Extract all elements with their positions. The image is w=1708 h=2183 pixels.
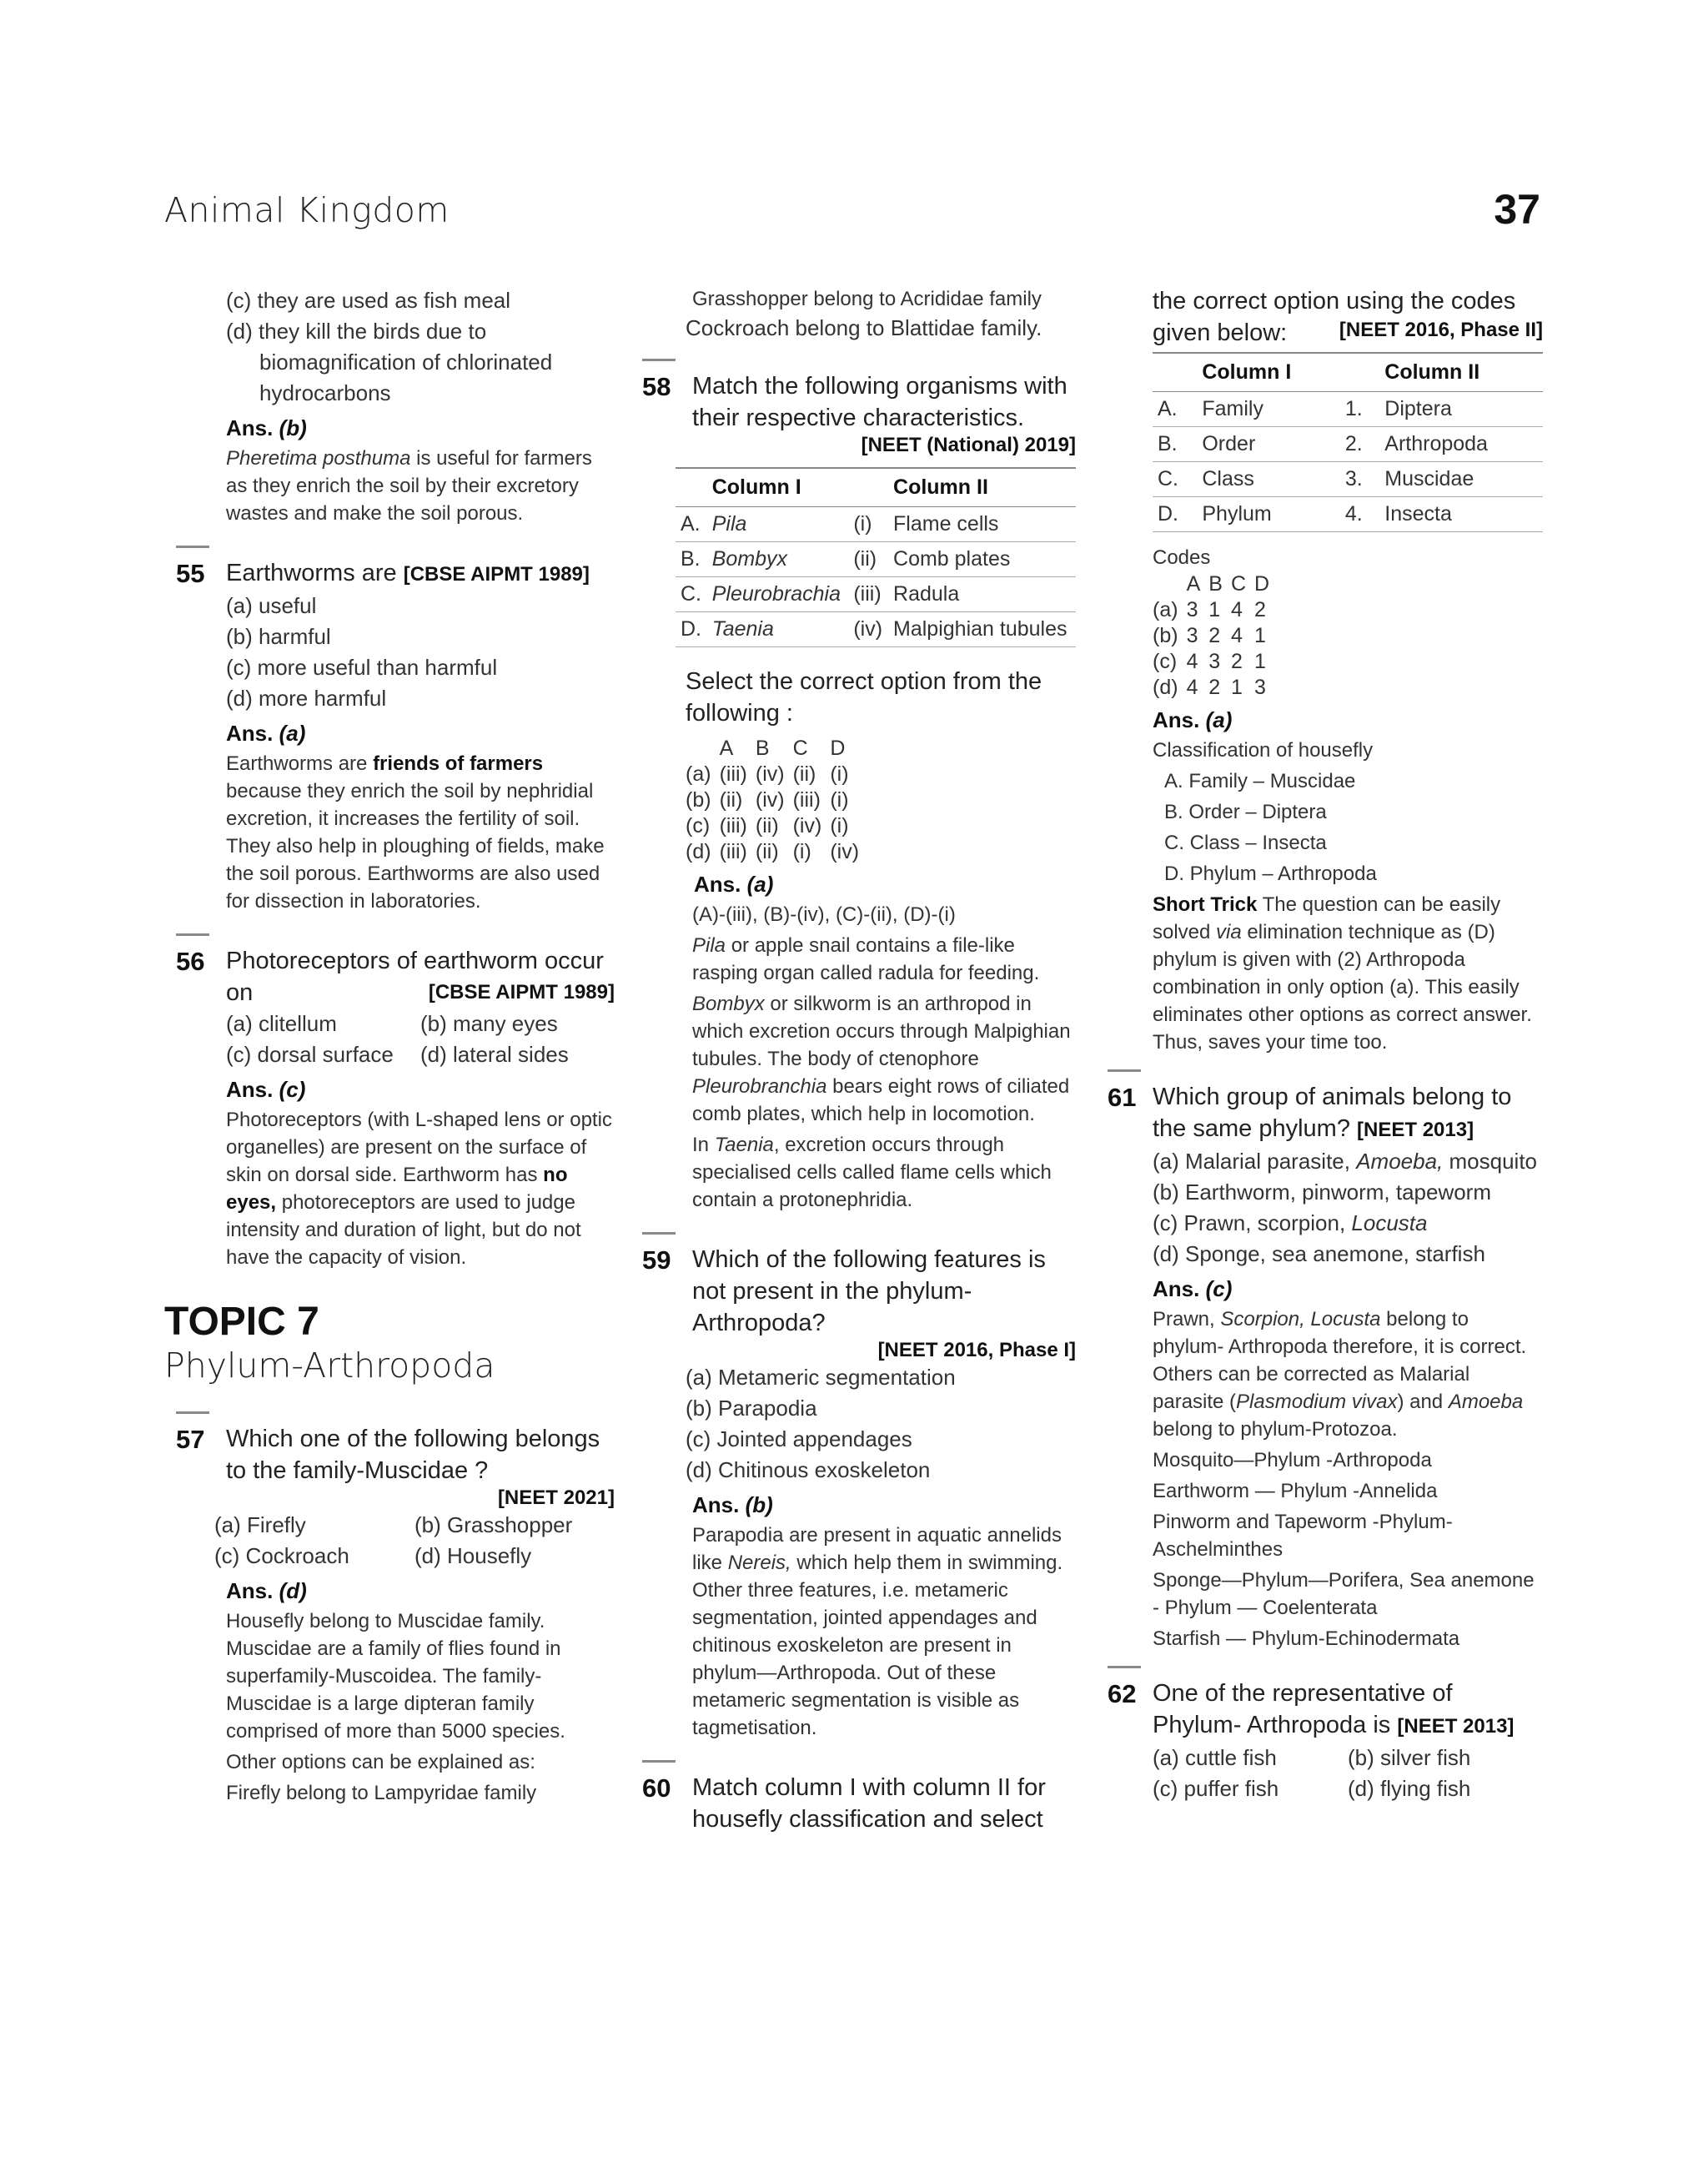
option: (d) they kill the birds due to biomagnification of chlorinated hydrocarbons [226, 319, 553, 405]
column-1 [164, 285, 615, 1810]
column-2: Grasshopper belong to Acrididae family Cockroach belong to Blattidae family. 58 Match the following organisms with their respective characteristics. [NEET (National) 2019] Column I Column II A. Pila (i) Flame cells B. Bombyx (ii) Comb plates C. Pleurobrachia (iii) Radula D. Taenia (iv) Malpighian tubules Select the correct option from the following : A B C D (a) (iii) (iv) (ii) (i) (b) (ii) (iv) (iii) (i) (c) (iii) (ii) (iv) (i) (d) (iii) (ii) (i) (iv) Ans. (a) (A)-(iii), (B)-(iv), (C)-(ii), (D)-(i) Pila or apple snail contains a file-like rasping organ called radula for feeding. Bombyx or silkworm is an arthropod in which excretion occurs through Malpighian tubules. The body of ctenophore Pleurobranchia bears eight rows of ciliated comb plates, which help in locomotion. In Taenia, excretion occurs through specialised cells called flame cells which contain a protonephridia. 59 Which of the following features is not present in the phylum-Arthropoda? [NEET 2016, Phase I] (a) Metameric segmentation (b) Parapodia (c) Jointed appendages (d) Chitinous exoskeleton Ans. (b) Parapodia are present in aquatic annelids like Nereis, which help them in swimming. Other three features, i.e. metameric segmentation, jointed appendages and chitinous exoskeleton are present in phylum—Arthropoda. Out of these metameric segmentation is visible as tagmetisation. 60 Match column I with column II for housefly classification and select [642, 285, 1076, 1835]
answer: Ans. (b) [226, 415, 307, 440]
topic-title: TOPIC 7 [164, 1300, 319, 1344]
question-55: 55 Earthworms are [CBSE AIPMT 1989] (a) useful (b) harmful (c) more useful than harmful (d) more harmful Ans. (a) Earthworms are friends of farmers because they enrich the soil by nephridial excretion, it increases the fertility of soil. They also help in ploughing of fields, make the soil porous. Earthworms are also used for dissection in laboratories. [164, 557, 615, 915]
page-header [164, 185, 1540, 244]
option: (c) they are used as fish meal [226, 288, 511, 313]
page-number: 37 [1494, 186, 1540, 233]
match-table: Column I Column II A. Pila (i) Flame cells B. Bombyx (ii) Comb plates C. Pleurobrachia (iii) Radula D. Taenia (iv) Malpighian tubules [676, 467, 1076, 647]
codes-table: A B C D (a) 3 1 4 2 (b) 3 2 4 1 (c) 4 3 2 1 (d) 4 2 1 3 [1153, 572, 1270, 699]
question-57: 57 Which one of the following belongs to the family-Muscidae ? [NEET 2021] (a) Firefly (b) Grasshopper (c) Cockroach (d) Housefly Ans. (d) Housefly belong to Muscidae family. Muscidae are a family of flies found in superfamily-Muscoidea. The family-Muscidae is a large dipteran family comprised of more than 5000 species. Other options can be explained as: Firefly belong to Lampyridae family [164, 1423, 615, 1807]
column-3: the correct option using the codes given below: [NEET 2016, Phase II] Column I Column II A. Family 1. Diptera B. Order 2. Arthropoda C. Class 3. Muscidae D. Phylum 4. Insecta Codes A B C D (a) 3 1 4 2 (b) 3 2 4 1 (c) 4 3 2 1 (d) 4 2 1 3 Ans. (a) Classification of housefly A. Family – Muscidae B. Order – Diptera C. Class – Insecta D. Phylum – Arthropoda Short Trick The question can be easily solved via elimination technique as (D) phylum is given with (2) Arthropoda combination in only option (a). This easily eliminates other options as correct answer. Thus, saves your time too. 61 Which group of animals belong to the same phylum? [NEET 2013] (a) Malarial parasite, Amoeba, mosquito (b) Earthworm, pinworm, tapeworm (c) Prawn, scorpion, Locusta (d) Sponge, sea anemone, starfish Ans. (c) Prawn, Scorpion, Locusta belong to phylum- Arthropoda therefore, it is correct. Others can be corrected as Malarial parasite (Plasmodium vivax) and Amoeba belong to phylum-Protozoa. Mosquito—Phylum -Arthropoda Earthworm — Phylum -Annelida Pinworm and Tapeworm -Phylum-Aschelminthes Sponge—Phylum—Porifera, Sea anemone - Phylum — Coelenterata Starfish — Phylum-Echinodermata 62 One of the representative of Phylum- Arthropoda is [NEET 2013] (a) cuttle fish (b) silver fish (c) puffer fish (d) flying fish [1108, 285, 1543, 1804]
topic-subtitle: Phylum-Arthropoda [164, 1346, 495, 1386]
question-59: 59 Which of the following features is not present in the phylum-Arthropoda? [NEET 2016, Phase I] (a) Metameric segmentation (b) Parapodia (c) Jointed appendages (d) Chitinous exoskeleton Ans. (b) Parapodia are present in aquatic annelids like Nereis, which help them in swimming. Other three features, i.e. metameric segmentation, jointed appendages and chitinous exoskeleton are present in phylum—Arthropoda. Out of these metameric segmentation is visible as tagmetisation. [642, 1244, 1076, 1742]
question-60: 60 Match column I with column II for housefly classification and select [642, 1772, 1076, 1835]
question-61: 61 Which group of animals belong to the same phylum? [NEET 2013] (a) Malarial parasite, Amoeba, mosquito (b) Earthworm, pinworm, tapeworm (c) Prawn, scorpion, Locusta (d) Sponge, sea anemone, starfish Ans. (c) Prawn, Scorpion, Locusta belong to phylum- Arthropoda therefore, it is correct. Others can be corrected as Malarial parasite (Plasmodium vivax) and Amoeba belong to phylum-Protozoa. Mosquito—Phylum -Arthropoda Earthworm — Phylum -Annelida Pinworm and Tapeworm -Phylum-Aschelminthes Sponge—Phylum—Porifera, Sea anemone - Phylum — Coelenterata Starfish — Phylum-Echinodermata [1108, 1081, 1543, 1652]
question-56: 56 Photoreceptors of earthworm occur on [CBSE AIPMT 1989] (a) clitellum (b) many eyes (c) dorsal surface (d) lateral sides Ans. (c) Photoreceptors (with L-shaped lens or optic organelles) are present on the surface of skin on dorsal side. Earthworm has no eyes, photoreceptors are used to judge intensity and duration of light, but do not have the capacity of vision. [164, 945, 615, 1271]
codes-table: A B C D (a) (iii) (iv) (ii) (i) (b) (ii) (iv) (iii) (i) (c) (iii) (ii) (iv) (i) (d) (iii) (ii) (i) (iv) [686, 737, 860, 863]
question-58: 58 Match the following organisms with their respective characteristics. [NEET (National) 2019] Column I Column II A. Pila (i) Flame cells B. Bombyx (ii) Comb plates C. Pleurobrachia (iii) Radula D. Taenia (iv) Malpighian tubules Select the correct option from the following : A B C D (a) (iii) (iv) (ii) (i) (b) (ii) (iv) (iii) (i) (c) (iii) (ii) (iv) (i) (d) (iii) (ii) (i) (iv) Ans. (a) (A)-(iii), (B)-(iv), (C)-(ii), (D)-(i) Pila or apple snail contains a file-like rasping organ called radula for feeding. Bombyx or silkworm is an arthropod in which excretion occurs through Malpighian tubules. The body of ctenophore Pleurobranchia bears eight rows of ciliated comb plates, which help in locomotion. In Taenia, excretion occurs through specialised cells called flame cells which contain a protonephridia. [642, 370, 1076, 1214]
question-62: 62 One of the representative of Phylum- Arthropoda is [NEET 2013] (a) cuttle fish (b) silver fish (c) puffer fish (d) flying fish [1108, 1677, 1543, 1804]
explanation: Pheretima posthuma is useful for farmers as they enrich the soil by their excretory wastes and make the soil porous. [226, 447, 592, 525]
match-table: Column I Column II A. Family 1. Diptera B. Order 2. Arthropoda C. Class 3. Muscidae D. Phylum 4. Insecta [1153, 352, 1543, 532]
running-title: Animal Kingdom [164, 190, 450, 230]
